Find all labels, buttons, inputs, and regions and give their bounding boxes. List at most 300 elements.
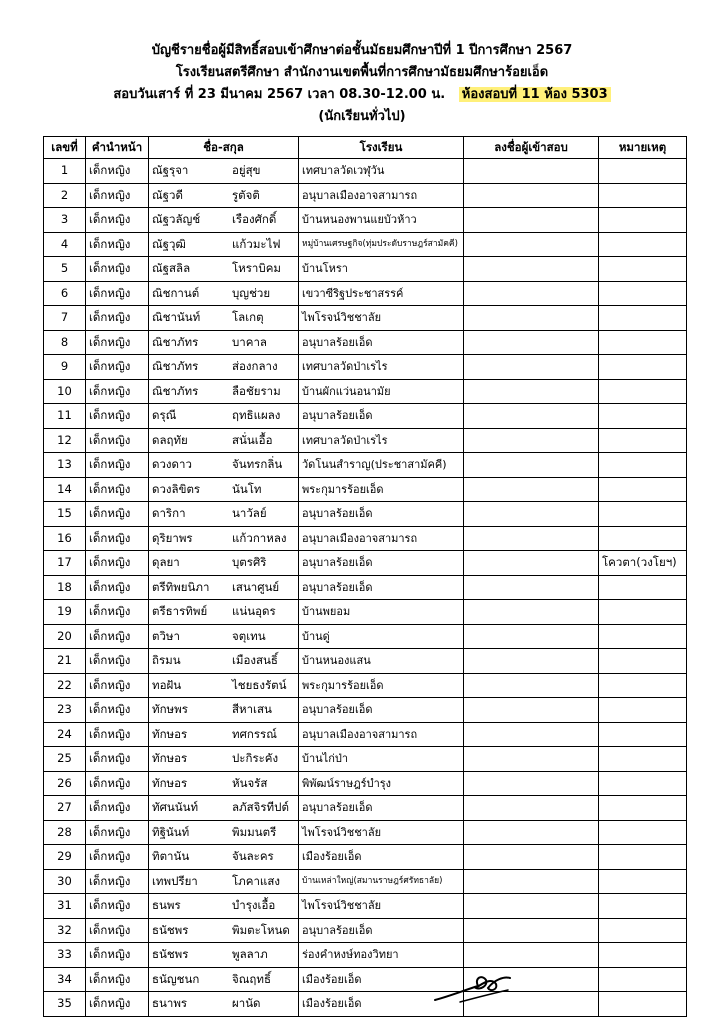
first-name: ทัศนนันท์ [152, 800, 199, 815]
row-no: 4 [44, 232, 86, 257]
row-no: 17 [44, 551, 86, 576]
last-name: โหราบิคม [232, 261, 281, 276]
school-name: โรงเรียนสตรีศึกษา สำนักงานเขตพื้นที่การศึกษามัธยมศึกษาร้อยเอ็ด [175, 65, 549, 80]
row-school: ไพโรจน์วิชชาลัย [299, 894, 464, 919]
row-signature-cell[interactable] [464, 722, 599, 747]
last-name: สีหาเสน [232, 702, 272, 717]
row-signature-cell[interactable] [464, 159, 599, 184]
row-name [149, 208, 299, 233]
row-signature-cell[interactable] [464, 404, 599, 429]
row-remark [599, 428, 687, 453]
row-remark [599, 992, 687, 1017]
row-name [149, 992, 299, 1017]
row-prefix: เด็กหญิง [86, 624, 149, 649]
row-prefix: เด็กหญิง [86, 943, 149, 968]
row-signature-cell[interactable] [464, 232, 599, 257]
row-school: เขวาซีริฐประชาสรรค์ [299, 281, 464, 306]
row-no: 35 [44, 992, 86, 1017]
row-no: 14 [44, 477, 86, 502]
last-name: ไชยธงรัตน์ [232, 677, 287, 692]
row-prefix: เด็กหญิง [86, 551, 149, 576]
row-name [149, 355, 299, 380]
last-name: ทศกรรณ์ [232, 726, 277, 741]
row-no: 8 [44, 330, 86, 355]
row-no: 2 [44, 183, 86, 208]
table-row [44, 306, 687, 331]
row-school: อนุบาลร้อยเอ็ด [299, 918, 464, 943]
row-remark [599, 771, 687, 796]
table-row [44, 379, 687, 404]
row-prefix: เด็กหญิง [86, 428, 149, 453]
last-name: บุตรศิริ [232, 555, 267, 570]
row-name [149, 183, 299, 208]
row-signature-cell[interactable] [464, 796, 599, 821]
row-signature-cell[interactable] [464, 526, 599, 551]
row-signature-cell[interactable] [464, 502, 599, 527]
row-no: 5 [44, 257, 86, 282]
row-name [149, 477, 299, 502]
last-name: จันทรกลิ่น [232, 457, 283, 472]
row-no: 19 [44, 600, 86, 625]
table-row [44, 624, 687, 649]
first-name: ธนัชพร [152, 922, 189, 937]
row-name [149, 306, 299, 331]
row-school: พระกุมารร้อยเอ็ด [299, 673, 464, 698]
row-name [149, 771, 299, 796]
row-prefix: เด็กหญิง [86, 771, 149, 796]
first-name: ตรีทิพยนิภา [152, 579, 210, 594]
row-remark [599, 404, 687, 429]
table-row [44, 673, 687, 698]
first-name: ธนัญชนก [152, 971, 200, 986]
row-no: 32 [44, 918, 86, 943]
row-prefix: เด็กหญิง [86, 722, 149, 747]
first-name: ถิรมน [152, 653, 181, 668]
row-signature-cell[interactable] [464, 673, 599, 698]
row-remark [599, 649, 687, 674]
last-name: หันจรัส [232, 775, 268, 790]
last-name: ลภัสจิรทีปต์ [232, 800, 289, 815]
row-prefix: เด็กหญิง [86, 379, 149, 404]
table-row [44, 992, 687, 1017]
row-remark [599, 820, 687, 845]
first-name: ณัฐวดี [152, 187, 183, 202]
row-no: 12 [44, 428, 86, 453]
last-name: แก้วมะไฟ [232, 236, 281, 251]
last-name: นาวัลย์ [232, 506, 267, 521]
row-name [149, 600, 299, 625]
first-name: ธนพร [152, 898, 181, 913]
row-name [149, 232, 299, 257]
row-prefix: เด็กหญิง [86, 159, 149, 184]
row-signature-cell[interactable] [464, 183, 599, 208]
row-remark [599, 624, 687, 649]
row-school: เทศบาลวัดเวฬุวัน [299, 159, 464, 184]
table-row [44, 477, 687, 502]
table-row [44, 526, 687, 551]
row-school: เมืองร้อยเอ็ด [299, 992, 464, 1017]
table-row [44, 575, 687, 600]
row-prefix: เด็กหญิง [86, 526, 149, 551]
last-name: อยู่สุข [232, 163, 261, 178]
row-prefix: เด็กหญิง [86, 967, 149, 992]
first-name: ธนาพร [152, 996, 188, 1011]
row-signature-cell[interactable] [464, 208, 599, 233]
row-school: ไพโรจน์วิชชาลัย [299, 820, 464, 845]
row-prefix: เด็กหญิง [86, 232, 149, 257]
table-row [44, 600, 687, 625]
row-signature-cell[interactable] [464, 600, 599, 625]
row-name [149, 869, 299, 894]
table-row [44, 208, 687, 233]
row-signature-cell[interactable] [464, 355, 599, 380]
row-name [149, 404, 299, 429]
row-remark [599, 477, 687, 502]
first-name: ดลฤทัย [152, 432, 188, 447]
row-no: 18 [44, 575, 86, 600]
row-no: 3 [44, 208, 86, 233]
row-prefix: เด็กหญิง [86, 183, 149, 208]
first-name: ดุลยา [152, 555, 180, 570]
first-name: ณิชาภัทร [152, 359, 199, 374]
row-no: 7 [44, 306, 86, 331]
row-signature-cell[interactable] [464, 820, 599, 845]
row-name [149, 673, 299, 698]
first-name: ณัฐสลิล [152, 261, 191, 276]
first-name: ทิฐินันท์ [152, 824, 190, 839]
row-name [149, 330, 299, 355]
last-name: เสนาศูนย์ [232, 579, 280, 594]
student-list-table [43, 136, 687, 1017]
row-school: บ้านหนองพานแยบัวห้าว [299, 208, 464, 233]
row-signature-cell[interactable] [464, 869, 599, 894]
row-school: อนุบาลร้อยเอ็ด [299, 551, 464, 576]
row-signature-cell[interactable] [464, 453, 599, 478]
col-no-header: เลขที่ [44, 137, 86, 159]
row-signature-cell[interactable] [464, 918, 599, 943]
row-signature-cell[interactable] [464, 379, 599, 404]
row-no: 28 [44, 820, 86, 845]
table-row [44, 722, 687, 747]
table-row [44, 453, 687, 478]
row-remark [599, 306, 687, 331]
row-prefix: เด็กหญิง [86, 673, 149, 698]
row-remark [599, 526, 687, 551]
table-row [44, 551, 687, 576]
row-remark [599, 453, 687, 478]
row-school: อนุบาลเมืองอาจสามารถ [299, 722, 464, 747]
row-school: เมืองร้อยเอ็ด [299, 967, 464, 992]
exam-date: สอบวันเสาร์ ที่ 23 มีนาคม 2567 เวลา 08.30-12.00 น. [113, 87, 446, 102]
table-row [44, 894, 687, 919]
row-name [149, 502, 299, 527]
row-name [149, 428, 299, 453]
student-category: (นักเรียนทั่วไป) [318, 109, 406, 124]
row-prefix: เด็กหญิง [86, 894, 149, 919]
row-school: อนุบาลร้อยเอ็ด [299, 502, 464, 527]
row-remark [599, 257, 687, 282]
row-school: บ้านพยอม [299, 600, 464, 625]
table-row [44, 747, 687, 772]
row-school: อนุบาลร้อยเอ็ด [299, 330, 464, 355]
row-school: อนุบาลร้อยเอ็ด [299, 404, 464, 429]
last-name: โลเกตุ [232, 310, 264, 325]
row-prefix: เด็กหญิง [86, 747, 149, 772]
row-school: บ้านเหล่าใหญ่(สมานราษฎร์ศรัทธาลัย) [299, 869, 464, 894]
row-prefix: เด็กหญิง [86, 355, 149, 380]
row-prefix: เด็กหญิง [86, 477, 149, 502]
row-remark [599, 232, 687, 257]
row-prefix: เด็กหญิง [86, 649, 149, 674]
table-row [44, 796, 687, 821]
last-name: เรืองศักดิ์ [232, 212, 277, 227]
row-name [149, 918, 299, 943]
row-name [149, 159, 299, 184]
exam-date-line [0, 84, 724, 106]
doc-title: บัญชีรายชื่อผู้มีสิทธิ์สอบเข้าศึกษาต่อชั้นมัธยมศึกษาปีที่ 1 ปีการศึกษา 2567 [151, 43, 573, 58]
row-prefix: เด็กหญิง [86, 869, 149, 894]
row-school: อนุบาลเมืองอาจสามารถ [299, 183, 464, 208]
row-prefix: เด็กหญิง [86, 330, 149, 355]
first-name: ณัฐรุจา [152, 163, 189, 178]
first-name: ทิตานัน [152, 849, 190, 864]
last-name: จันละคร [232, 849, 274, 864]
row-name [149, 722, 299, 747]
row-remark [599, 281, 687, 306]
row-prefix: เด็กหญิง [86, 453, 149, 478]
last-name: แน่นอุดร [232, 604, 276, 619]
row-school: บ้านผักแว่นอนามัย [299, 379, 464, 404]
row-prefix: เด็กหญิง [86, 502, 149, 527]
row-remark [599, 869, 687, 894]
row-name [149, 575, 299, 600]
col-signature-header: ลงชื่อผู้เข้าสอบ [464, 137, 599, 159]
row-remark [599, 600, 687, 625]
row-remark [599, 673, 687, 698]
row-remark [599, 698, 687, 723]
table-row [44, 918, 687, 943]
row-prefix: เด็กหญิง [86, 698, 149, 723]
first-name: ดวงลิขิตร [152, 481, 201, 496]
row-name [149, 845, 299, 870]
table-row [44, 232, 687, 257]
first-name: ตวิษา [152, 628, 180, 643]
row-no: 29 [44, 845, 86, 870]
signature-scribble [430, 960, 520, 1010]
last-name: ลือชัยราม [232, 383, 281, 398]
first-name: ตรีธารทิพย์ [152, 604, 208, 619]
row-signature-cell[interactable] [464, 771, 599, 796]
row-prefix: เด็กหญิง [86, 306, 149, 331]
row-remark [599, 575, 687, 600]
table-row [44, 502, 687, 527]
row-no: 26 [44, 771, 86, 796]
document-header [0, 40, 724, 128]
row-no: 11 [44, 404, 86, 429]
last-name: บำรุงเอื้อ [232, 898, 276, 913]
col-school-header: โรงเรียน [299, 137, 464, 159]
row-signature-cell[interactable] [464, 894, 599, 919]
first-name: ณิชาภัทร [152, 334, 199, 349]
row-prefix: เด็กหญิง [86, 600, 149, 625]
first-name: เทพปรียา [152, 873, 198, 888]
first-name: ทักษพร [152, 702, 188, 717]
row-name [149, 649, 299, 674]
last-name: จิณฤทธิ์ [232, 971, 271, 986]
row-remark [599, 894, 687, 919]
row-no: 16 [44, 526, 86, 551]
row-prefix: เด็กหญิง [86, 281, 149, 306]
row-signature-cell[interactable] [464, 624, 599, 649]
first-name: ทอฝัน [152, 677, 182, 692]
row-prefix: เด็กหญิง [86, 918, 149, 943]
row-school: บ้านดู่ [299, 624, 464, 649]
table-row [44, 159, 687, 184]
row-no: 30 [44, 869, 86, 894]
col-remark-header: หมายเหตุ [599, 137, 687, 159]
col-name-header: ชื่อ-สกุล [149, 137, 299, 159]
last-name: พิมตะโหนด [232, 922, 290, 937]
row-remark [599, 747, 687, 772]
table-header-row [44, 137, 687, 159]
last-name: พูลลาภ [232, 947, 268, 962]
row-no: 22 [44, 673, 86, 698]
first-name: ดวงดาว [152, 457, 192, 472]
table-row [44, 869, 687, 894]
row-school: อนุบาลร้อยเอ็ด [299, 575, 464, 600]
first-name: ธนัชพร [152, 947, 189, 962]
row-school: เทศบาลวัดป่าเรไร [299, 355, 464, 380]
first-name: ดรุณี [152, 408, 177, 423]
first-name: ณิชานันท์ [152, 310, 201, 325]
row-school: เมืองร้อยเอ็ด [299, 845, 464, 870]
row-remark [599, 967, 687, 992]
row-remark [599, 845, 687, 870]
row-no: 9 [44, 355, 86, 380]
row-prefix: เด็กหญิง [86, 575, 149, 600]
row-school: อนุบาลเมืองอาจสามารถ [299, 526, 464, 551]
row-no: 25 [44, 747, 86, 772]
row-name [149, 551, 299, 576]
first-name: ณิชกานต์ [152, 285, 200, 300]
table-row [44, 943, 687, 968]
last-name: แก้วกาหลง [232, 530, 287, 545]
last-name: ส่องกลาง [232, 359, 278, 374]
table-row [44, 404, 687, 429]
row-no: 1 [44, 159, 86, 184]
first-name: ณัฐวุฒิ [152, 236, 186, 251]
row-signature-cell[interactable] [464, 845, 599, 870]
row-name [149, 943, 299, 968]
row-no: 10 [44, 379, 86, 404]
row-signature-cell[interactable] [464, 698, 599, 723]
row-name [149, 747, 299, 772]
row-prefix: เด็กหญิง [86, 845, 149, 870]
table-row [44, 771, 687, 796]
row-name [149, 453, 299, 478]
row-name [149, 526, 299, 551]
row-no: 33 [44, 943, 86, 968]
row-no: 21 [44, 649, 86, 674]
exam-room: ห้องสอบที่ 11 ห้อง 5303 [459, 87, 611, 102]
row-signature-cell[interactable] [464, 257, 599, 282]
row-school: อนุบาลร้อยเอ็ด [299, 698, 464, 723]
row-school: พระกุมารร้อยเอ็ด [299, 477, 464, 502]
row-name [149, 894, 299, 919]
row-name [149, 379, 299, 404]
table-row [44, 330, 687, 355]
row-no: 6 [44, 281, 86, 306]
row-prefix: เด็กหญิง [86, 992, 149, 1017]
last-name: สนั่นเอื้อ [232, 432, 273, 447]
row-remark: โควตา(วงโยฯ) [599, 551, 687, 576]
row-signature-cell[interactable] [464, 330, 599, 355]
row-signature-cell[interactable] [464, 306, 599, 331]
table-row [44, 257, 687, 282]
row-name [149, 257, 299, 282]
row-school: ร่องคำหงษ์ทองวิทยา [299, 943, 464, 968]
table-row [44, 183, 687, 208]
last-name: ปะกิระคัง [232, 751, 279, 766]
row-prefix: เด็กหญิง [86, 796, 149, 821]
row-remark [599, 330, 687, 355]
last-name: ฤทธิแผลง [232, 408, 281, 423]
table-row [44, 649, 687, 674]
row-signature-cell[interactable] [464, 747, 599, 772]
row-signature-cell[interactable] [464, 575, 599, 600]
row-school: หมู่บ้านเศรษฐกิจ(ทุ่มประดับราษฎร์สามัคคี) [299, 232, 464, 257]
row-no: 34 [44, 967, 86, 992]
row-school: ไพโรจน์วิชชาลัย [299, 306, 464, 331]
table-row [44, 967, 687, 992]
last-name: โภคาแสง [232, 873, 280, 888]
first-name: ณิชาภัทร [152, 383, 199, 398]
last-name: นันโท [232, 481, 262, 496]
row-remark [599, 379, 687, 404]
row-school: บ้านโหรา [299, 257, 464, 282]
first-name: ดุริยาพร [152, 530, 193, 545]
col-prefix-header: คำนำหน้า [86, 137, 149, 159]
row-remark [599, 943, 687, 968]
row-no: 15 [44, 502, 86, 527]
last-name: รูตัจติ [232, 187, 260, 202]
table-row [44, 428, 687, 453]
row-school: บ้านไก่ป่า [299, 747, 464, 772]
row-remark [599, 722, 687, 747]
row-no: 31 [44, 894, 86, 919]
last-name: พิมมนตรี [232, 824, 277, 839]
row-prefix: เด็กหญิง [86, 404, 149, 429]
row-school: พิพัฒน์ราษฎร์บำรุง [299, 771, 464, 796]
row-signature-cell[interactable] [464, 649, 599, 674]
row-school: บ้านหนองแสน [299, 649, 464, 674]
row-school: อนุบาลร้อยเอ็ด [299, 796, 464, 821]
row-signature-cell[interactable] [464, 551, 599, 576]
row-signature-cell[interactable] [464, 477, 599, 502]
table-row [44, 820, 687, 845]
first-name: ทักษอร [152, 751, 188, 766]
row-name [149, 967, 299, 992]
row-signature-cell[interactable] [464, 281, 599, 306]
row-remark [599, 918, 687, 943]
row-remark [599, 159, 687, 184]
row-signature-cell[interactable] [464, 428, 599, 453]
last-name: บุญช่วย [232, 285, 271, 300]
last-name: เมืองสนธิ์ [232, 653, 278, 668]
row-remark [599, 183, 687, 208]
row-prefix: เด็กหญิง [86, 820, 149, 845]
last-name: จตุเทน [232, 628, 266, 643]
